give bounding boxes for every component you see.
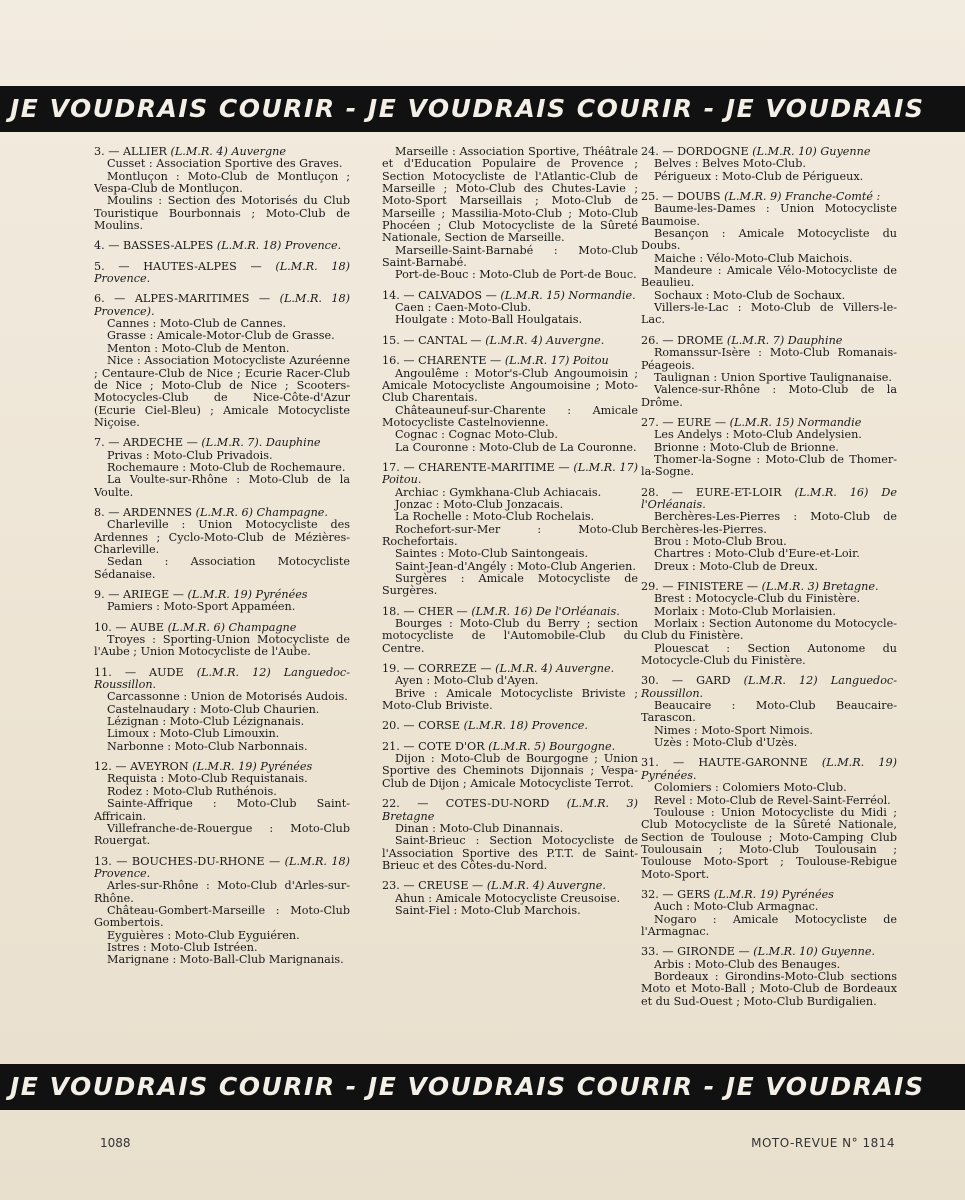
region-name: Dauphine: [265, 436, 321, 450]
department-name: 9. — ARIEGE —: [94, 588, 184, 601]
club-line: Requista : Moto-Club Requistanais.: [107, 772, 308, 786]
league-ref: (L.M.R. 5): [488, 739, 546, 753]
club-line: Caen : Caen-Moto-Club.: [395, 301, 532, 315]
club-line: Troyes : Sporting-Union Motocycliste de l'Aube ; Union Motocycliste de l'Aube.: [94, 633, 350, 659]
club-line: Brionne : Moto-Club de Brionne.: [654, 440, 839, 454]
department-entry: [641, 335, 897, 409]
department-entry: [382, 880, 638, 917]
club-line: Chartres : Moto-Club d'Eure-et-Loir.: [654, 547, 860, 561]
region-name: Pyrénées: [781, 887, 834, 901]
club-line: Morlaix : Section Autonome du Motocycle-Club du Finistère.: [641, 617, 897, 643]
club-line: Rochemaure : Moto-Club de Rochemaure.: [107, 460, 346, 474]
department-name: 7. — ARDECHE —: [94, 436, 198, 450]
club-line: Toulouse : Union Motocycliste du Midi ; Club Motocycliste de la Sûreté Nationale, Section de Toulouse ; Moto-Camping Club Toulousain ; Moto-Club Toulousain ; Toulouse Moto-Sport ; Toulouse-Rebigue Moto-Sport.: [641, 805, 897, 881]
department-heading: [94, 667, 350, 692]
club-line: Baume-les-Dames : Union Motocycliste Baumoise.: [641, 202, 897, 228]
department-entry: [94, 622, 350, 659]
club-line: Marignane : Moto-Ball-Club Marignanais.: [107, 953, 344, 967]
club-line: Saintes : Moto-Club Saintongeais.: [395, 547, 589, 561]
department-name: 24. — DORDOGNE: [641, 146, 749, 158]
department-entry: [641, 675, 897, 749]
league-ref: (L.M.R. 17): [504, 354, 570, 368]
department-name: 12. — AVEYRON: [94, 760, 189, 774]
region-name: Dauphine: [787, 333, 843, 347]
department-name: 23. — CREUSE —: [382, 879, 484, 893]
department-entry: [94, 261, 350, 286]
league-ref: (L.M.R. 4): [485, 333, 543, 347]
club-line: Arbis : Moto-Club des Benauges.: [654, 957, 841, 971]
club-line: Brou : Moto-Club Brou.: [654, 534, 787, 548]
league-ref: (L.M.R. 3): [566, 797, 638, 811]
department-heading: [641, 946, 897, 958]
club-line: Lézignan : Moto-Club Lézignanais.: [107, 715, 305, 729]
region-name: Pyrénées: [260, 760, 313, 774]
league-ref: (L.M.R. 12): [743, 674, 818, 688]
region-name: Provence.: [94, 272, 151, 286]
department-name: 3. — ALLIER: [94, 146, 167, 158]
region-name: Bretagne.: [822, 580, 879, 593]
banner-bottom-text: JE VOUDRAIS COURIR - JE VOUDRAIS COURIR - JE VOUDRAIS: [10, 1072, 925, 1101]
club-line: Villefranche-de-Rouergue : Moto-Club Rouergat.: [94, 821, 350, 848]
region-name: Provence).: [94, 304, 155, 318]
department-entry: [94, 589, 350, 614]
league-ref: (L.M.R. 19): [187, 588, 252, 601]
department-heading: [94, 240, 350, 252]
department-name: 33. — GIRONDE —: [641, 945, 750, 959]
club-line: Cannes : Moto-Club de Cannes.: [107, 317, 287, 331]
league-ref: (L.M.R. 10): [752, 146, 817, 158]
league-ref: (L.M.R. 12): [196, 665, 271, 679]
club-line: Sedan : Association Motocycliste Sédanaise.: [94, 555, 350, 581]
department-entry: [94, 761, 350, 847]
department-name: 25. — DOUBS: [641, 190, 721, 204]
department-name: 8. — ARDENNES: [94, 505, 193, 519]
department-heading: [94, 856, 350, 881]
department-name: 27. — EURE —: [641, 415, 727, 429]
region-name: Guyenne: [820, 146, 871, 158]
club-line: Bordeaux : Girondins-Moto-Club sections Moto et Moto-Ball ; Moto-Club de Bordeaux et du Sud-Ouest ; Moto-Club Burdigalien.: [641, 969, 897, 1008]
department-name: 5. — HAUTES-ALPES —: [94, 259, 262, 273]
club-line: Angoulême : Motor's-Club Angoumoisin ; Amicale Motocycliste Angoumoisine ; Moto-Club Charentais.: [382, 366, 638, 405]
league-ref: (L.M.R. 6): [167, 620, 225, 634]
club-line: Périgueux : Moto-Club de Périgueux.: [654, 169, 864, 183]
region-name: Pyrénées: [255, 588, 308, 601]
region-name: Auvergne.: [556, 662, 615, 676]
club-line: Pamiers : Moto-Sport Appaméen.: [107, 600, 296, 614]
department-name: 17. — CHARENTE-MARITIME —: [382, 460, 570, 474]
league-ref: (L.M.R. 18): [279, 292, 350, 306]
region-name: Guyenne.: [821, 945, 876, 959]
region-name: Provence.: [284, 239, 342, 253]
region-name: Auvergne.: [546, 333, 605, 347]
region-name: Franche-Comté :: [785, 190, 881, 204]
club-line: Saint-Fiel : Moto-Club Marchois.: [395, 903, 581, 917]
club-line: Saint-Brieuc : Section Motocycliste de l'Association Sportive des P.T.T. de Saint-Brieuc et des Côtes-du-Nord.: [382, 834, 638, 872]
club-line: Maiche : Vélo-Moto-Club Maichois.: [654, 251, 853, 265]
club-line: Port-de-Bouc : Moto-Club de Port-de Bouc.: [395, 268, 637, 282]
department-name: 31. — HAUTE-GARONNE: [641, 756, 808, 770]
region-name: Bretagne: [382, 809, 435, 823]
page-footer: [0, 1136, 965, 1156]
department-name: 29. — FINISTERE —: [641, 580, 759, 593]
club-line: Sochaux : Moto-Club de Sochaux.: [654, 288, 846, 302]
region-name: Poitou: [572, 354, 609, 368]
region-name: Auvergne: [231, 146, 286, 158]
department-heading: [94, 437, 350, 449]
club-line: Dinan : Moto-Club Dinannais.: [395, 821, 564, 835]
league-ref: (L.M.R. 18): [275, 259, 350, 273]
club-line: Berchères-Les-Pierres : Moto-Club de Berchères-les-Pierres.: [641, 510, 897, 536]
department-name: 10. — AUBE: [94, 620, 164, 634]
column-2: [382, 146, 638, 1058]
club-line: Menton : Moto-Club de Menton.: [107, 341, 290, 355]
club-line: Dreux : Moto-Club de Dreux.: [654, 559, 818, 573]
club-line: Taulignan : Union Sportive Taulignanaise.: [654, 370, 892, 384]
department-entry: [641, 946, 897, 1008]
department-entry: [94, 856, 350, 967]
league-ref: (L.M.R. 19): [192, 760, 257, 774]
league-ref: (L.M.R. 7).: [201, 436, 263, 450]
department-entry: [382, 462, 638, 598]
banner-bottom: [0, 1064, 965, 1110]
department-entry: [94, 146, 350, 232]
club-line: Cusset : Association Sportive des Graves.: [107, 157, 343, 171]
department-name: 32. — GERS: [641, 887, 711, 901]
region-name: Champagne: [228, 620, 297, 634]
club-line: Colomiers : Colomiers Moto-Club.: [654, 781, 847, 795]
club-line: Romanssur-Isère : Moto-Club Romanais-Péageois.: [641, 346, 897, 372]
department-name: 16. — CHARENTE —: [382, 354, 502, 368]
region-name: Pyrénées.: [641, 768, 697, 782]
club-line: Revel : Moto-Club de Revel-Saint-Ferréol.: [654, 793, 891, 807]
club-line: Istres : Moto-Club Istréen.: [107, 940, 258, 954]
department-heading: [382, 720, 638, 732]
club-listing: [94, 146, 924, 1058]
league-ref: (L.M.R. 18): [216, 239, 282, 253]
club-line: Beaucaire : Moto-Club Beaucaire-Tarascon.: [641, 699, 897, 725]
department-entry: [382, 146, 638, 282]
club-line: Moulins : Section des Motorisés du Club Touristique Bourbonnais ; Moto-Club de Moulins.: [94, 194, 350, 233]
league-ref: (L.M.R. 6): [195, 505, 253, 519]
column-3: [641, 146, 897, 1058]
department-heading: [382, 880, 638, 892]
club-line: Archiac : Gymkhana-Club Achiacais.: [395, 485, 602, 499]
club-line: Châteauneuf-sur-Charente : Amicale Motocycliste Castelnovienne.: [382, 403, 638, 429]
league-ref: (L.M.R. 4): [486, 879, 545, 893]
region-name: De l'Orléanais.: [535, 604, 620, 618]
region-name: Normandie.: [568, 288, 636, 302]
league-ref: (L.M.R. 19): [821, 756, 897, 770]
department-name: 18. — CHER —: [382, 604, 468, 618]
club-line: Narbonne : Moto-Club Narbonnais.: [107, 739, 308, 753]
club-line: Saint-Jean-d'Angély : Moto-Club Angerien.: [395, 559, 636, 573]
department-name: 26. — DROME: [641, 333, 724, 347]
club-line: Auch : Moto-Club Armagnac.: [654, 900, 819, 914]
club-line: Les Andelys : Moto-Club Andelysien.: [654, 428, 862, 442]
department-entry: [382, 663, 638, 712]
league-ref: (L.M.R. 7): [726, 333, 785, 347]
department-entry: [94, 667, 350, 753]
department-entry: [94, 240, 350, 252]
club-line: Eyguières : Moto-Club Eyguiéren.: [107, 928, 300, 942]
league-ref: (L.M.R. 15): [500, 288, 565, 302]
club-line: Marseille : Association Sportive, Théâtrale et d'Education Populaire de Provence ; Section Motocycliste de l'Atlantic-Club de Marseille ; Moto-Club des Chutes-Lavie ; Moto-Sport Marseillais ; Moto-Club de Marseille ; Massilia-Moto-Club ; Moto-Club Phocéen ; Club Motocycliste de la Sûreté Nationale, Section de Marseille.: [382, 146, 638, 245]
club-line: Privas : Moto-Club Privadois.: [107, 448, 273, 462]
region-name: Champagne.: [256, 505, 328, 519]
department-name: 15. — CANTAL —: [382, 333, 482, 347]
club-line: Montluçon : Moto-Club de Montluçon ; Vespa-Club de Montluçon.: [94, 169, 350, 196]
club-line: Nogaro : Amicale Motocycliste de l'Armagnac.: [641, 912, 897, 938]
club-line: Nice : Association Motocycliste Azuréenne ; Centaure-Club de Nice ; Ecurie Racer-Club de Nice ; Moto-Club de Nice ; Scooters-Motocycles-Club de Nice-Côte-d'Azur (Ecurie Ciel-Bleu) ; Amicale Motocycliste Niçoise.: [94, 354, 350, 429]
club-line: Morlaix : Moto-Club Morlaisien.: [654, 604, 836, 618]
club-line: Mandeure : Amicale Vélo-Motocycliste de Beaulieu.: [641, 264, 897, 290]
league-ref: (L.M.R. 19): [713, 887, 779, 901]
region-name: De l'Orléanais.: [641, 485, 897, 511]
club-line: Bourges : Moto-Club du Berry ; section motocycliste de l'Automobile-Club du Centre.: [382, 617, 638, 655]
club-line: La Rochelle : Moto-Club Rochelais.: [395, 510, 595, 524]
league-ref: (L.M.R. 18): [284, 854, 350, 868]
department-heading: [382, 335, 638, 347]
club-line: Houlgate : Moto-Ball Houlgatais.: [395, 313, 583, 327]
department-heading: [94, 293, 350, 318]
club-line: Charleville : Union Motocycliste des Ardennes ; Cyclo-Moto-Club de Mézières-Charleville.: [94, 518, 350, 556]
club-line: Thomer-la-Sogne : Moto-Club de Thomer-la-Sogne.: [641, 452, 897, 479]
region-name: Provence.: [94, 866, 151, 880]
banner-top-text: JE VOUDRAIS COURIR - JE VOUDRAIS COURIR - JE VOUDRAIS: [10, 94, 925, 123]
department-entry: [641, 581, 897, 667]
club-line: Plouescat : Section Autonome du Motocycle-Club du Finistère.: [641, 641, 897, 668]
league-ref: (LM.R. 16): [471, 604, 533, 618]
department-entry: [382, 335, 638, 347]
league-ref: (L.M.R. 18): [463, 719, 529, 733]
club-line: Besançon : Amicale Motocycliste du Doubs.: [641, 227, 897, 253]
magazine-issue: MOTO-REVUE N° 1814: [751, 1136, 895, 1150]
club-line: La Voulte-sur-Rhône : Moto-Club de la Voulte.: [94, 473, 350, 499]
league-ref: (L.M.R. 3): [761, 580, 820, 593]
region-name: Poitou.: [382, 473, 422, 487]
club-line: Brest : Motocycle-Club du Finistère.: [654, 592, 861, 606]
department-entry: [382, 606, 638, 655]
department-name: 6. — ALPES-MARITIMES —: [94, 292, 271, 306]
region-name: Bourgogne.: [549, 739, 616, 753]
club-line: Castelnaudary : Moto-Club Chaurien.: [107, 702, 320, 716]
league-ref: (L.M.R. 4): [170, 146, 228, 158]
league-ref: (L.M.R. 16): [794, 485, 869, 499]
club-line: Belves : Belves Moto-Club.: [654, 157, 806, 171]
region-name: Languedoc-Roussillon.: [641, 674, 897, 700]
department-heading: [382, 462, 638, 487]
column-1: [94, 146, 350, 1058]
department-name: 14. — CALVADOS —: [382, 288, 497, 302]
club-line: Uzès : Moto-Club d'Uzès.: [654, 736, 798, 750]
department-name: 30. — GARD: [641, 674, 731, 688]
club-line: Brive : Amicale Motocycliste Briviste ; Moto-Club Briviste.: [382, 686, 638, 713]
league-ref: (L.M.R. 15): [729, 415, 795, 429]
club-line: Château-Gombert-Marseille : Moto-Club Gombertois.: [94, 903, 350, 930]
page-number: 1088: [100, 1136, 131, 1150]
club-line: Ahun : Amicale Motocycliste Creusoise.: [395, 891, 621, 905]
league-ref: (L.M.R. 17): [573, 460, 638, 474]
club-line: Valence-sur-Rhône : Moto-Club de la Drôme.: [641, 383, 897, 409]
club-line: Limoux : Moto-Club Limouxin.: [107, 727, 280, 741]
department-entry: [382, 355, 638, 454]
league-ref: (L.M.R. 10): [753, 945, 818, 959]
club-line: Villers-le-Lac : Moto-Club de Villers-le-Lac.: [641, 301, 897, 327]
department-name: 20. — CORSE: [382, 719, 461, 733]
club-line: Jonzac : Moto-Club Jonzacais.: [395, 497, 564, 511]
department-entry: [94, 437, 350, 499]
league-ref: (L.M.R. 4): [495, 662, 553, 676]
department-name: 22. — COTES-DU-NORD: [382, 797, 550, 811]
club-line: Grasse : Amicale-Motor-Club de Grasse.: [107, 329, 335, 343]
department-heading: [382, 798, 638, 823]
club-line: Ayen : Moto-Club d'Ayen.: [395, 674, 539, 688]
club-line: Nimes : Moto-Sport Nimois.: [654, 723, 813, 737]
department-name: 28. — EURE-ET-LOIR: [641, 485, 782, 499]
department-entry: [641, 146, 897, 183]
banner-top: [0, 86, 965, 132]
club-line: Dijon : Moto-Club de Bourgogne ; Union Sportive des Cheminots Dijonnais ; Vespa-Club de Dijon ; Amicale Motocycliste Terrot.: [382, 752, 638, 790]
department-entry: [382, 290, 638, 327]
department-name: 11. — AUDE: [94, 665, 184, 679]
department-entry: [94, 507, 350, 581]
department-entry: [382, 720, 638, 732]
department-entry: [641, 757, 897, 880]
club-line: Surgères : Amicale Motocycliste de Surgères.: [382, 572, 638, 598]
club-line: Carcassonne : Union de Motorisés Audois.: [107, 690, 348, 704]
league-ref: (L.M.R. 9): [724, 190, 782, 204]
club-line: Cognac : Cognac Moto-Club.: [395, 428, 558, 442]
club-line: Arles-sur-Rhône : Moto-Club d'Arles-sur-Rhône.: [94, 879, 350, 905]
club-line: Rodez : Moto-Club Ruthénois.: [107, 784, 277, 798]
region-name: Normandie: [797, 415, 862, 429]
region-name: Provence.: [531, 719, 588, 733]
region-name: Auvergne.: [547, 879, 606, 893]
department-entry: [641, 889, 897, 938]
department-heading: [641, 757, 897, 782]
department-name: 19. — CORREZE —: [382, 662, 492, 676]
club-line: Rochefort-sur-Mer : Moto-Club Rochefortais.: [382, 522, 638, 548]
club-line: Marseille-Saint-Barnabé : Moto-Club Saint-Barnabé.: [382, 243, 638, 270]
department-entry: [641, 417, 897, 479]
club-line: Sainte-Affrique : Moto-Club Saint-Affricain.: [94, 797, 350, 823]
department-entry: [94, 293, 350, 429]
region-name: Languedoc-Roussillon.: [94, 665, 350, 692]
department-entry: [382, 798, 638, 872]
department-heading: [94, 261, 350, 286]
department-name: 21. — COTE D'OR: [382, 739, 485, 753]
department-entry: [641, 487, 897, 573]
department-entry: [382, 741, 638, 790]
department-name: 4. — BASSES-ALPES: [94, 239, 214, 253]
department-name: 13. — BOUCHES-DU-RHONE —: [94, 854, 281, 868]
department-heading: [641, 487, 897, 512]
department-heading: [641, 675, 897, 700]
department-entry: [641, 191, 897, 327]
department-heading: [382, 355, 638, 367]
club-line: La Couronne : Moto-Club de La Couronne.: [395, 440, 637, 454]
